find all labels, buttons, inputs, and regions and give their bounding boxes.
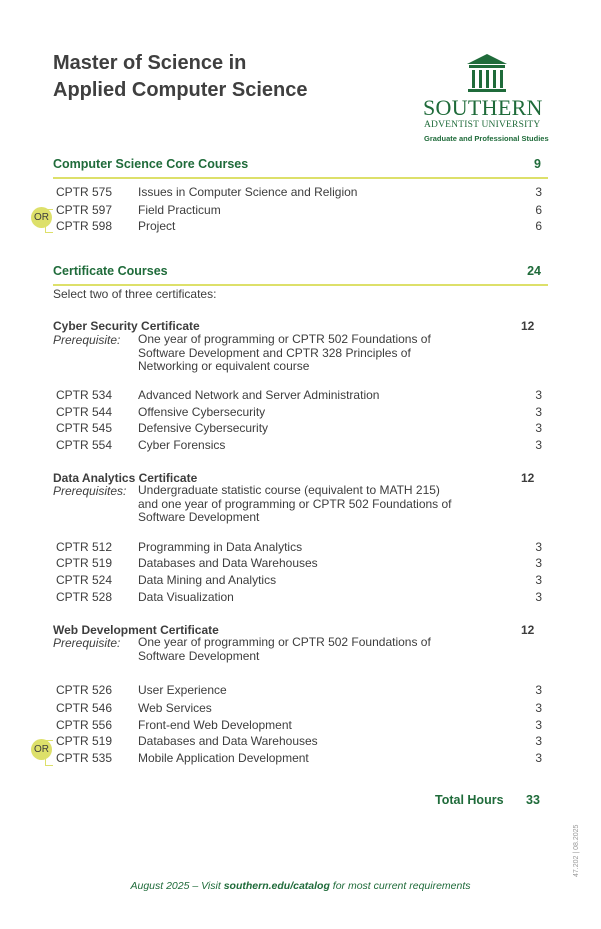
logo-university: ADVENTIST UNIVERSITY — [424, 120, 541, 130]
course-name: Project — [138, 219, 176, 233]
title-line-2: Applied Computer Science — [53, 79, 308, 101]
logo-tagline: Graduate and Professional Studies — [424, 134, 549, 143]
course-row — [56, 750, 542, 766]
cyber-certificate-hours: 12 — [521, 319, 535, 333]
course-row — [56, 733, 542, 749]
course-credits: 3 — [535, 185, 542, 199]
certificate-note: Select two of three certificates: — [53, 287, 217, 301]
core-section-header — [53, 157, 548, 179]
prereq-line: One year of programming or CPTR 502 Foundations of — [138, 332, 431, 346]
certificate-heading: Certificate Courses — [53, 264, 168, 278]
course-name: Defensive Cybersecurity — [138, 421, 269, 435]
cyber-certificate-title: Cyber Security Certificate — [53, 319, 200, 333]
course-row — [56, 202, 542, 218]
course-row — [56, 539, 542, 555]
cyber-prereq-label: Prerequisite: — [53, 333, 121, 347]
catalog-link[interactable]: southern.edu/catalog — [223, 880, 330, 892]
course-name: Programming in Data Analytics — [138, 540, 303, 554]
prereq-line: One year of programming or CPTR 502 Foundations of — [138, 635, 431, 649]
title-line-1: Master of Science in — [53, 52, 247, 74]
columns-building-icon — [464, 52, 510, 96]
prereq-line: and one year of programming or CPTR 502 Foundations of — [138, 496, 452, 511]
course-row — [56, 717, 542, 733]
course-code: CPTR 545 — [56, 421, 113, 435]
course-credits: 3 — [535, 573, 542, 587]
course-credits: 3 — [535, 388, 542, 402]
course-code: CPTR 544 — [56, 405, 113, 419]
course-code: CPTR 546 — [56, 701, 113, 715]
course-credits: 3 — [535, 701, 542, 715]
course-row — [56, 589, 542, 605]
logo-name: SOUTHERN — [423, 95, 543, 120]
web-certificate-title: Web Development Certificate — [53, 623, 219, 637]
university-logo — [420, 52, 550, 144]
course-name: Offensive Cybersecurity — [138, 405, 266, 419]
course-name: Field Practicum — [138, 203, 221, 217]
course-row — [56, 700, 542, 716]
course-code: CPTR 598 — [56, 219, 113, 233]
web-certificate-hours: 12 — [521, 623, 535, 637]
cyber-prereq-text — [138, 333, 468, 374]
or-badge: OR — [31, 207, 52, 228]
course-code: CPTR 535 — [56, 751, 113, 765]
course-code: CPTR 575 — [56, 185, 113, 199]
footer-prefix: August 2025 – Visit — [130, 880, 224, 892]
course-name: Issues in Computer Science and Religion — [138, 185, 358, 199]
footer-note — [0, 880, 601, 892]
course-credits: 3 — [535, 590, 542, 604]
course-credits: 3 — [535, 438, 542, 452]
course-code: CPTR 519 — [56, 734, 113, 748]
prereq-line: Software Development and CPTR 328 Principles of — [138, 345, 411, 360]
course-code: CPTR 528 — [56, 590, 113, 604]
course-code: CPTR 524 — [56, 573, 113, 587]
data-certificate-title: Data Analytics Certificate — [53, 471, 198, 485]
course-credits: 3 — [535, 734, 542, 748]
total-hours-label: Total Hours — [435, 793, 504, 807]
course-credits: 3 — [535, 421, 542, 435]
course-name: Data Mining and Analytics — [138, 573, 277, 587]
course-row — [56, 572, 542, 588]
course-code: CPTR 597 — [56, 203, 113, 217]
document-code: 47.202 | 08.2025 — [573, 824, 580, 877]
data-prereq-label: Prerequisites: — [53, 484, 127, 498]
total-hours-value: 33 — [526, 793, 540, 807]
prereq-line: Software Development — [138, 510, 260, 524]
course-name: Cyber Forensics — [138, 438, 226, 452]
course-credits: 3 — [535, 540, 542, 554]
course-name: Databases and Data Warehouses — [138, 734, 318, 748]
course-name: Databases and Data Warehouses — [138, 556, 318, 570]
course-name: Front-end Web Development — [138, 718, 292, 732]
certificate-hours: 24 — [527, 264, 541, 278]
course-code: CPTR 556 — [56, 718, 113, 732]
page-title — [53, 50, 373, 104]
footer-suffix: for most current requirements — [329, 880, 471, 892]
or-badge: OR — [31, 739, 52, 760]
course-name: Data Visualization — [138, 590, 234, 604]
course-row — [56, 387, 542, 403]
course-credits: 6 — [535, 203, 542, 217]
course-name: User Experience — [138, 683, 227, 697]
course-credits: 3 — [535, 751, 542, 765]
course-name: Advanced Network and Server Administration — [138, 388, 380, 402]
course-row — [56, 555, 542, 571]
course-code: CPTR 534 — [56, 388, 113, 402]
course-code: CPTR 526 — [56, 683, 113, 697]
course-code: CPTR 554 — [56, 438, 113, 452]
core-heading: Computer Science Core Courses — [53, 157, 249, 171]
certificate-section-header — [53, 264, 548, 286]
prereq-line: Networking or equivalent course — [138, 359, 310, 373]
course-code: CPTR 512 — [56, 540, 113, 554]
web-prereq-text — [138, 636, 468, 663]
prereq-line: Undergraduate statistic course (equivalent to MATH 215) — [138, 483, 440, 497]
course-name: Web Services — [138, 701, 212, 715]
course-name: Mobile Application Development — [138, 751, 309, 765]
course-code: CPTR 519 — [56, 556, 113, 570]
course-credits: 3 — [535, 556, 542, 570]
course-row — [56, 404, 542, 420]
course-credits: 3 — [535, 405, 542, 419]
prereq-line: Software Development — [138, 648, 260, 663]
data-certificate-hours: 12 — [521, 471, 535, 485]
course-row — [56, 682, 542, 698]
course-credits: 3 — [535, 683, 542, 697]
core-hours: 9 — [534, 157, 541, 171]
web-prereq-label: Prerequisite: — [53, 636, 121, 650]
course-credits: 6 — [535, 219, 542, 233]
course-row — [56, 437, 542, 453]
data-prereq-text — [138, 484, 468, 525]
course-row — [56, 184, 542, 200]
course-row — [56, 218, 542, 234]
course-credits: 3 — [535, 718, 542, 732]
course-row — [56, 420, 542, 436]
